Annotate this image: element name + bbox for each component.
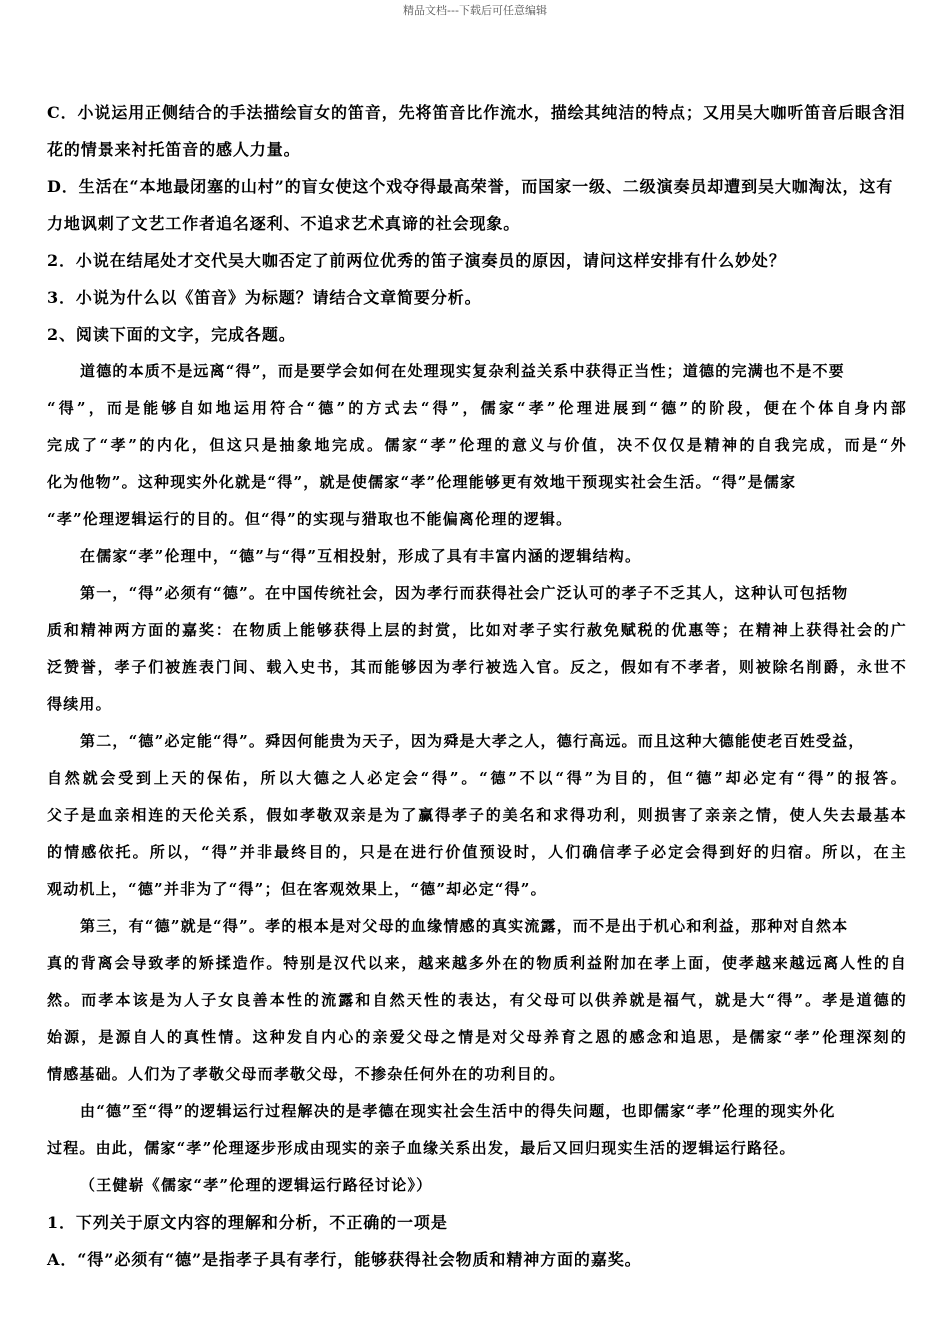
passage-line: 始源，是源自人的真性情。这种发自内心的亲爱父母之情是对父母养育之恩的感念和追思，是儒家“孝”伦理深刻的 <box>47 1028 907 1046</box>
question-3: 3．小说为什么以《笛音》为标题？请结合文章简要分析。 <box>47 288 482 307</box>
passage-line: 在儒家“孝”伦理中，“德”与“得”互相投射，形成了具有丰富内涵的逻辑结构。 <box>80 547 642 565</box>
question-1-option-a: A．“得”必须有“德”是指孝子具有孝行，能够获得社会物质和精神方面的嘉奖。 <box>47 1250 642 1269</box>
passage-source: （王健崭《儒家“孝”伦理的逻辑运行路径讨论》） <box>80 1176 433 1194</box>
document-body <box>47 94 907 1278</box>
passage-line: “孝”伦理逻辑运行的目的。但“得”的实现与猎取也不能偏离伦理的逻辑。 <box>47 510 573 528</box>
option-c-line-1: C．小说运用正侧结合的手法描绘盲女的笛音，先将笛音比作流水，描绘其纯洁的特点；又用吴大咖听笛音后眼含泪 <box>47 103 906 122</box>
passage-line: 第一，“得”必须有“德”。在中国传统社会，因为孝行而获得社会广泛认可的孝子不乏其人，这种认可包括物 <box>80 584 849 602</box>
passage-line: 自然就会受到上天的保佑，所以大德之人必定会“得”。“德”不以“得”为目的，但“德”却必定有“得”的报答。 <box>47 769 907 787</box>
option-c-line-2: 花的情景来衬托笛音的感人力量。 <box>47 140 301 159</box>
passage-line: 化为他物”。这种现实外化就是“得”，就是使儒家“孝”伦理能够更有效地干预现实社会生活。“得”是儒家 <box>47 473 797 491</box>
option-d-line-2: 力地讽刺了文艺工作者追名逐利、不追求艺术真谛的社会现象。 <box>47 214 521 233</box>
option-d-line-1: D．生活在“本地最闭塞的山村”的盲女使这个戏夺得最高荣誉，而国家一级、二级演奏员却遭到吴大咖淘汰，这有 <box>47 177 894 196</box>
passage-line: 第二，“德”必定能“得”。舜因何能贵为天子，因为舜是大孝之人，德行高远。而且这种大德能使老百姓受益， <box>80 732 865 750</box>
passage-line: 泛赞誉，孝子们被旌表门间、载入史书，其而能够因为孝行被选入官。反之，假如有不孝者，则被除名削爵，永世不 <box>47 658 907 676</box>
question-1-stem: 1．下列关于原文内容的理解和分析，不正确的一项是 <box>47 1213 448 1232</box>
reading-passage <box>47 353 907 1204</box>
passage-line: 质和精神两方面的嘉奖：在物质上能够获得上层的封赏，比如对孝子实行赦免赋税的优惠等；在精神上获得社会的广 <box>47 621 907 639</box>
passage-line: 观动机上，“德”并非为了“得”；但在客观效果上，“德”却必定“得”。 <box>47 880 547 898</box>
question-2: 2．小说在结尾处才交代吴大咖否定了前两位优秀的笛子演奏员的原因，请问这样安排有什么妙处？ <box>47 251 786 270</box>
passage-line: 得续用。 <box>47 695 112 713</box>
passage-line: 完成了“孝”的内化，但这只是抽象地完成。儒家“孝”伦理的意义与价值，决不仅仅是精神的自我完成，而是“外 <box>47 436 907 454</box>
passage-line: 的情感依托。所以，“得”并非最终目的，只是在进行价值预设时，人们确信孝子必定会得到好的归宿。所以，在主 <box>47 843 907 861</box>
passage-line: 然。而孝本该是为人子女良善本性的流露和自然天性的表达，有父母可以供养就是福气，就是大“得”。孝是道德的 <box>47 991 907 1009</box>
passage-line: 父子是血亲相连的天伦关系，假如孝敬双亲是为了赢得孝子的美名和求得功利，则损害了亲亲之情，使人失去最基本 <box>47 806 907 824</box>
section-2-heading: 2、阅读下面的文字，完成各题。 <box>47 325 296 344</box>
passage-line: 第三，有“德”就是“得”。孝的根本是对父母的血缘情感的真实流露，而不是出于机心和利益，那种对自然本 <box>80 917 849 935</box>
passage-line: “得”，而是能够自如地运用符合“德”的方式去“得”，儒家“孝”伦理进展到“德”的阶段，便在个体自身内部 <box>47 399 907 417</box>
passage-line: 过程。由此，儒家“孝”伦理逐步形成由现实的亲子血缘关系出发，最后又回归现实生活的逻辑运行路径。 <box>47 1139 796 1157</box>
passage-line: 由“德”至“得”的逻辑运行过程解决的是孝德在现实社会生活中的得失问题，也即儒家“孝”伦理的现实外化 <box>80 1102 836 1120</box>
passage-line: 情感基础。人们为了孝敬父母而孝敬父母，不掺杂任何外在的功利目的。 <box>47 1065 566 1083</box>
page-header-watermark: 精品文档---下载后可任意编辑 <box>403 4 547 17</box>
passage-line: 道德的本质不是远离“得”，而是要学会如何在处理现实复杂利益关系中获得正当性；道德的完满也不是不要 <box>80 362 845 380</box>
passage-line: 真的背离会导致孝的矫揉造作。特别是汉代以来，越来越多外在的物质利益附加在孝上面，使孝越来越远离人性的自 <box>47 954 907 972</box>
